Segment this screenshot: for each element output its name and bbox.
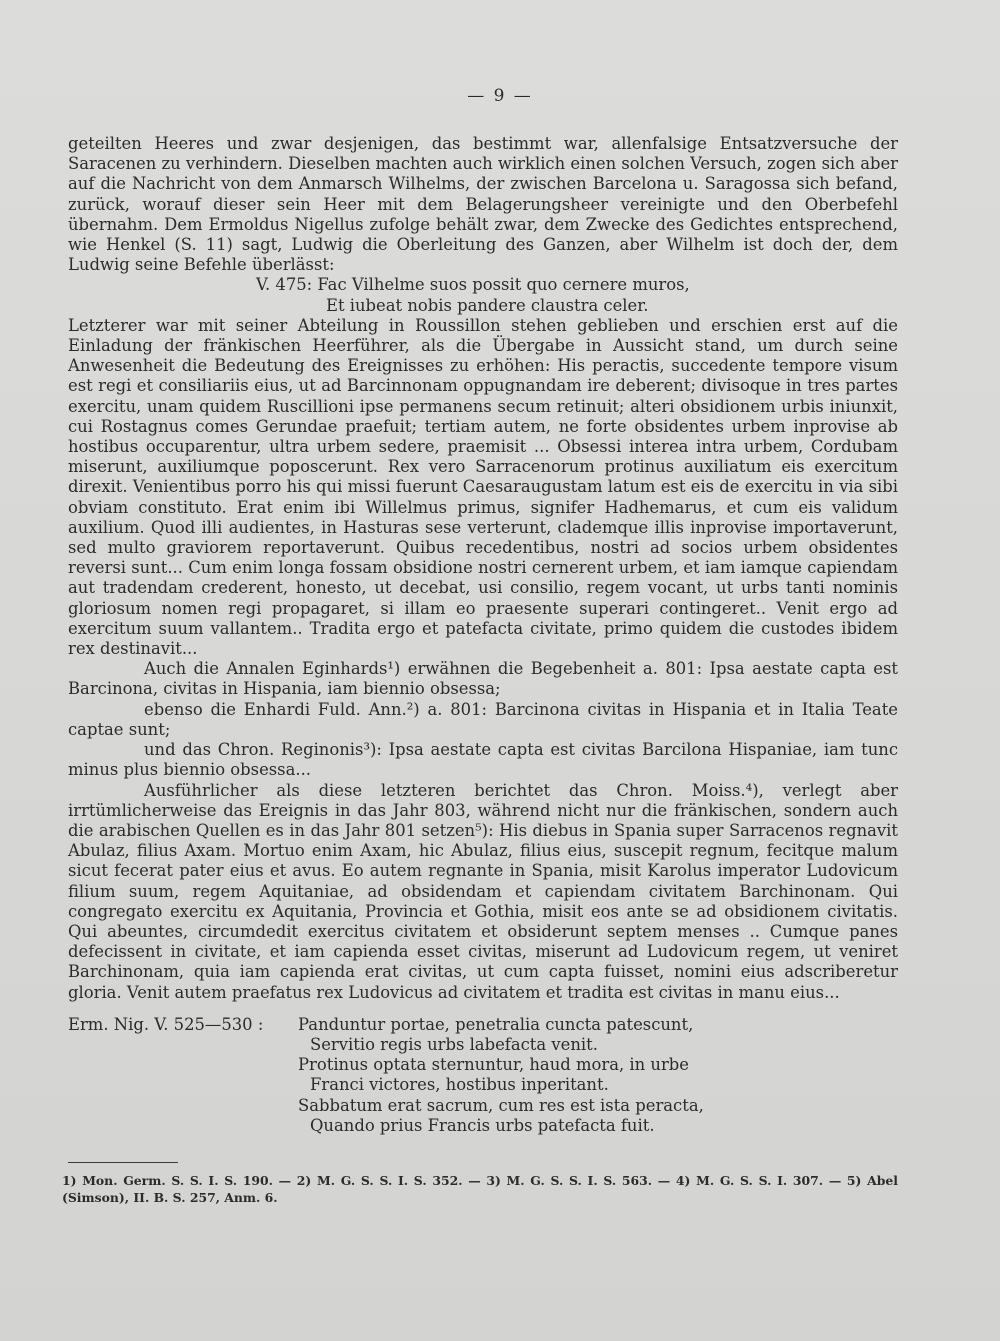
verse-quote-475	[68, 275, 898, 315]
paragraph-5: und das Chron. Reginonis³): Ipsa aestate capta est civitas Barcilona Hispaniae, iam tunc minus plus biennio obsessa...	[68, 740, 898, 780]
paragraph-1: geteilten Heeres und zwar desjenigen, das bestimmt war, allenfalsige Entsatzversuche der Saracenen zu verhindern. Dieselben machten auch wirklich einen solchen Versuch, zogen sich aber auf die Nachricht von dem Anmarsch Wilhelms, der zwischen Barcelona u. Saragossa sich befand, zurück, worauf dieser sein Heer mit dem Belagerungsheer vereinigte und den Oberbefehl übernahm. Dem Ermoldus Nigellus zufolge behält zwar, dem Zwecke des Gedichtes entsprechend, wie Henkel (S. 11) sagt, Ludwig die Oberleitung des Ganzen, aber Wilhelm ist doch der, dem Ludwig seine Befehle überlässt:	[68, 134, 898, 275]
erm-line-2: Servitio regis urbs labefacta venit.	[310, 1034, 598, 1054]
page-number: — 9 —	[467, 86, 533, 106]
paragraph-4: ebenso die Enhardi Fuld. Ann.²) a. 801: Barcinona civitas in Hispania et in Italia Teate captae sunt;	[68, 699, 898, 739]
erm-line-3: Protinus optata sternuntur, haud mora, in urbe	[298, 1055, 689, 1075]
erm-line-5: Sabbatum erat sacrum, cum res est ista peracta,	[298, 1095, 704, 1115]
ermoldus-quote-label: Erm. Nig. V. 525—530 :	[68, 1014, 264, 1034]
paragraph-6: Ausführlicher als diese letzteren berichtet das Chron. Moiss.⁴), verlegt aber irrtümlicherweise das Ereignis in das Jahr 803, während nicht nur die fränkischen, sondern auch die arabischen Quellen es in das Jahr 801 setzen⁵): His diebus in Spania super Sarracenos regnavit Abulaz, filius Axam. Mortuo enim Axam, hic Abulaz, filius eius, suscepit regnum, fecitque malum sicut fecerat pater eius et avus. Eo autem regnante in Spania, misit Karolus imperator Ludovicum filium suum, regem Aquitaniae, ad obsidendam et capiendam civitatem Barchinonam. Qui congregato exercitu ex Aquitania, Provincia et Gothia, misit eos ante se ad obsidionem civitatis. Qui abeuntes, circumdedit exercitus civitatem et obsiderunt septem menses .. Cumque panes defecissent in civitate, et iam capienda esset civitas, miserunt ad Ludovicum regem, ut veniret Barchinonam, quia iam capienda erat civitas, ut cum capta fuisset, nomini eius adscriberetur gloria. Venit autem praefatus rex Ludovicus ad civitatem et tradita est civitas in manu eius...	[68, 780, 898, 1002]
erm-line-6: Quando prius Francis urbs patefacta fuit.	[310, 1115, 655, 1135]
paragraph-2: Letzterer war mit seiner Abteilung in Roussillon stehen geblieben und erschien erst auf die Einladung der fränkischen Heerführer, als die Übergabe in Aussicht stand, um durch seine Anwesenheit die Bedeutung des Ereignisses zu erhöhen: His peractis, succedente tempore visum est regi et consiliariis eius, ut ad Barcinnonam oppugnandam ire deberent; divisoque in tres partes exercitu, unam quidem Ruscillioni ipse permanens secum retinuit; alteri obsidionem urbis iniunxit, cui Rostagnus comes Gerundae praefuit; tertiam autem, ne forte obsidentes urbem inprovise ab hostibus occuparentur, ultra urbem sedere, praemisit ... Obsessi interea intra urbem, Cordubam miserunt, auxiliumque poposcerunt. Rex vero Sarracenorum protinus auxiliatum eis exercitum direxit. Venientibus porro his qui missi fuerunt Caesaraugustam latum est eis de exercitu in via sibi obviam constituto. Erat enim ibi Willelmus primus, signifer Hadhemarus, et cum eis validum auxilium. Quod illi audientes, in Hasturas sese verterunt, clademque illis inprovise importaverunt, sed multo graviorem reportaverunt. Quibus recedentibus, nostri ad socios urbem obsidentes reversi sunt... Cum enim longa fossam obsidione nostri cernerent urbem, et iam iamque capiendam aut tradendam crederent, honesto, ut decebat, usi consilio, regem vocant, ut urbs tanti nominis gloriosum nomen regi propagaret, si illam eo praesente superari contingeret.. Venit ergo ad exercitum suum vallantem.. Tradita ergo et patefacta civitate, primo quidem die custodes ibidem rex destinavit...	[68, 315, 898, 659]
paragraph-3: Auch die Annalen Eginhards¹) erwähnen die Begebenheit a. 801: Ipsa aestate capta est Barcinona, civitas in Hispania, iam biennio obsessa;	[68, 659, 898, 699]
footnote-divider	[68, 1162, 178, 1163]
main-text	[68, 134, 898, 1136]
footnotes: 1) Mon. Germ. S. S. I. S. 190. — 2) M. G. S. S. I. S. 352. — 3) M. G. S. S. I. S. 563. — 4) M. G. S. S. I. 307. — 5) Abel (Simson), II. B. S. 257, Anm. 6.	[62, 1173, 898, 1205]
erm-line-1: Panduntur portae, penetralia cuncta patescunt,	[298, 1014, 694, 1034]
erm-line-4: Franci victores, hostibus inperitant.	[310, 1075, 609, 1095]
ermoldus-quote	[68, 1015, 898, 1136]
ermoldus-quote-lines	[298, 1015, 704, 1136]
verse-line-2: Et iubeat nobis pandere claustra celer.	[326, 295, 649, 315]
verse-line-1: V. 475: Fac Vilhelme suos possit quo cernere muros,	[256, 275, 690, 295]
